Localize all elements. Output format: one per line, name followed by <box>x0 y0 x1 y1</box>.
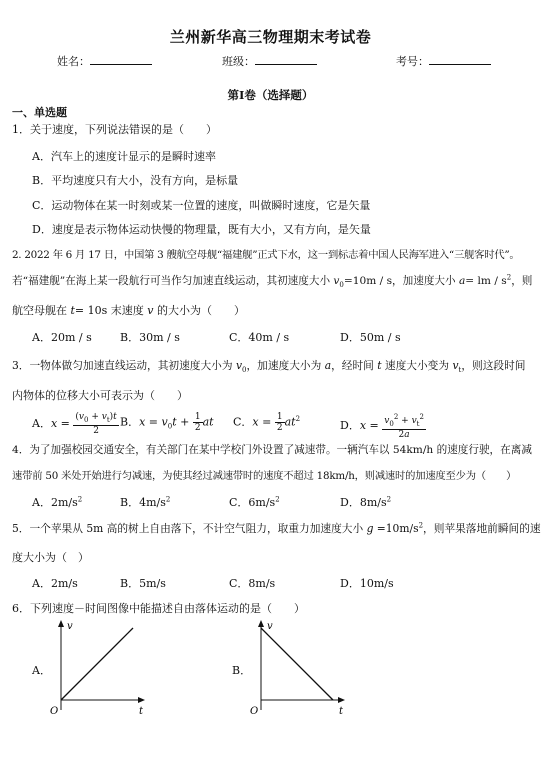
q2-text-c: = lm / s <box>465 275 507 287</box>
graph-a-origin: O <box>50 706 59 717</box>
question-2-option-b: B．30m / s <box>120 331 180 344</box>
question-6-option-a-label: A． <box>32 664 51 677</box>
q3-t-symbol: t <box>377 359 382 372</box>
q2-text-b: =10m / s，加速度大小 <box>343 275 459 287</box>
graph-b-origin: O <box>250 706 259 717</box>
name-label: 姓名： <box>57 55 90 68</box>
question-5-line-1 <box>12 521 541 536</box>
q3-d-label: D． <box>340 418 360 432</box>
q3-v0-symbol: v <box>235 359 242 372</box>
question-2-line-3 <box>12 302 245 318</box>
graph-a-v-arrow <box>58 620 64 627</box>
question-4-option-d: D．$8m/s^2$ <box>340 495 392 509</box>
question-3-option-d: D．x = $\frac{v_0^2 + v_t^2}{2a}$ <box>340 413 424 440</box>
question-2-option-c: C．40m / s <box>229 331 290 344</box>
question-2-line-2 <box>12 273 532 289</box>
exam-title: 兰州新华高三物理期末考试卷 <box>169 28 372 46</box>
graph-a-t-label: t <box>139 706 144 717</box>
q3-text-a: 3．一物体做匀加速直线运动，其初速度大小为 <box>12 359 236 372</box>
q2-text-e: 航空母舰在 <box>12 304 71 317</box>
question-3-option-c: C．x = $\frac{1}{2}$ $at^2$ <box>233 412 301 433</box>
v-symbol: v <box>147 304 154 317</box>
section-title: 第Ⅰ卷（选择题） <box>227 88 314 102</box>
q5-text-a: 5．一个苹果从 5m 高的树上自由落下，不计空气阻力，取重力加速度大小 <box>12 522 367 535</box>
question-6-option-b-label: B． <box>232 664 252 677</box>
q3-text-e: ，则这段时间 <box>461 359 526 372</box>
exam-number-blank[interactable] <box>429 54 491 65</box>
question-1-stem: 1．关于速度，下列说法错误的是（ ） <box>12 123 217 136</box>
question-4-line-2: 速带前 50 米处开始进行匀减速，为使其经过减速带时的速度不超过 18km/h，则减速时的加速度至少为（ ） <box>12 470 517 482</box>
q3-a-symbol: a <box>324 359 332 372</box>
question-1-option-b: B．平均速度只有大小，没有方向，是标量 <box>32 174 239 187</box>
question-5-option-c: C．8m/s <box>229 577 276 590</box>
question-3-option-a: A．x = $\frac{(v_0 + v_t)t}{2}$ <box>32 412 117 436</box>
q3-b-fraction: $\frac{1}{2}$ <box>194 412 201 433</box>
graph-a <box>45 618 155 718</box>
class-label: 班级： <box>222 55 255 68</box>
a-symbol: a <box>458 275 466 287</box>
graph-b-v-label: v <box>267 621 273 632</box>
q3-vt-symbol: v <box>452 359 459 372</box>
q3-c-label: C． <box>233 415 253 429</box>
name-field[interactable] <box>57 53 152 69</box>
q2-text-f: = 10s 末速度 <box>74 304 148 317</box>
question-4-line-1: 4．为了加强校园交通安全，有关部门在某中学校门外设置了减速带。一辆汽车以 54km/h 的速度行驶，在离减 <box>12 444 532 456</box>
q2-exp: 2 <box>506 273 512 282</box>
q3-a-label: A． <box>32 416 51 430</box>
q3-b-label: B． <box>120 415 140 429</box>
name-blank[interactable] <box>90 54 152 65</box>
question-5-line-2: 度大小为（ ） <box>12 551 89 564</box>
q3-v0-subscript: 0 <box>242 366 247 375</box>
q3-vt-subscript: t <box>458 366 462 375</box>
question-3-option-b: B．$x = v_0t$ + $\frac{1}{2}$ at <box>120 412 214 433</box>
graph-b-line <box>261 628 333 700</box>
q5-exp: 2 <box>418 521 424 530</box>
question-4-option-b: B．$4m/s^2$ <box>120 495 171 509</box>
question-5-option-b: B．5m/s <box>120 577 166 590</box>
q3-text-b: ，加速度大小为 <box>246 359 325 372</box>
q3-text-d: 速度大小变为 <box>381 359 453 372</box>
question-5-option-d: D．10m/s <box>340 577 394 590</box>
question-3-line-2: 内物体的位移大小可表示为（ ） <box>12 389 188 402</box>
q2-text-g: 的大小为（ ） <box>153 304 245 317</box>
question-5-option-a: A．2m/s <box>32 577 78 590</box>
q3-d-formula: $\frac{v_0^2 + v_t^2}{2a}$ <box>384 413 424 440</box>
graph-a-t-arrow <box>138 697 145 703</box>
exam-number-label: 考号： <box>396 55 429 68</box>
graph-b-v-arrow <box>258 620 264 627</box>
class-blank[interactable] <box>255 54 317 65</box>
part-heading: 一、单选题 <box>12 106 67 119</box>
graph-a-v-label: v <box>67 621 73 632</box>
question-2-line-1: 2. 2022 年 6 月 17 日，中国第 3 艘航空母舰“福建舰”正式下水，这一到标志着中国人民海军进入“三舰客时代”。 <box>12 249 520 261</box>
q5-text-b: =10m/s <box>373 522 419 535</box>
v0-symbol: v <box>333 275 340 287</box>
v0-subscript: 0 <box>339 281 344 290</box>
q2-text-a: 若“福建舰”在海上某一段航行可当作匀加速直线运动，其初速度大小 <box>12 275 334 287</box>
question-2-option-a: A．20m / s <box>32 331 92 344</box>
question-3-line-1 <box>12 358 525 374</box>
graph-a-line <box>61 628 133 700</box>
question-2-option-d: D．50m / s <box>340 331 401 344</box>
g-symbol: g <box>366 522 374 535</box>
question-1-option-d: D．速度是表示物体运动快慢的物理量，既有大小，又有方向，是矢量 <box>32 223 371 236</box>
graph-b-t-label: t <box>339 706 344 717</box>
question-1-option-c: C．运动物体在某一时刻或某一位置的速度，叫做瞬时速度，它是矢量 <box>32 199 371 212</box>
q5-text-c: ，则苹果落地前瞬间的速 <box>423 522 541 535</box>
q2-text-d: ，则 <box>511 275 533 287</box>
exam-number-field[interactable] <box>396 53 491 69</box>
graph-b-t-arrow <box>338 697 345 703</box>
class-field[interactable] <box>222 53 317 69</box>
question-1-option-a: A．汽车上的速度计显示的是瞬时速率 <box>32 150 216 163</box>
q3-a-formula: $\frac{(v_0 + v_t)t}{2}$ <box>75 412 117 436</box>
t-symbol: t <box>70 304 75 317</box>
question-4-option-a: A．$2m/s^2$ <box>32 495 83 509</box>
question-4-option-c: C．$6m/s^2$ <box>229 495 280 509</box>
question-6-stem: 6．下列速度－时间图像中能描述自由落体运动的是（ ） <box>12 602 305 615</box>
q3-c-fraction: $\frac{1}{2}$ <box>276 412 283 433</box>
q3-text-c: ，经时间 <box>331 359 378 372</box>
graph-b <box>245 618 355 718</box>
